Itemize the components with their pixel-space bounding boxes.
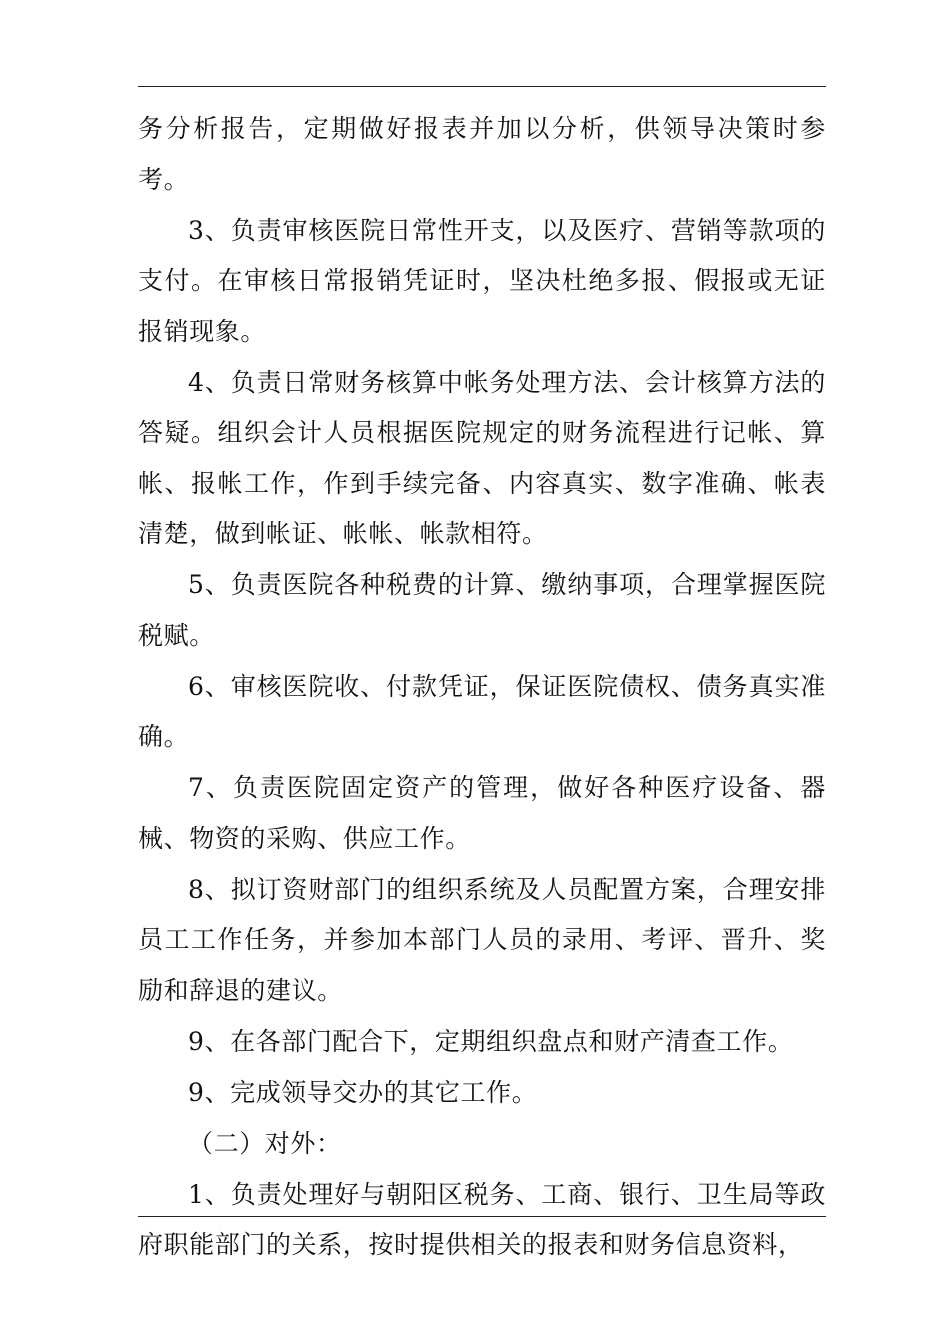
footer-rule (138, 1216, 826, 1217)
paragraph-item-3: 3、负责审核医院日常性开支，以及医疗、营销等款项的支付。在审核日常报销凭证时，坚决杜绝多报、假报或无证报销现象。 (138, 215, 826, 346)
paragraph-item-4: 4、负责日常财务核算中帐务处理方法、会计核算方法的答疑。组织会计人员根据医院规定的财务流程进行记帐、算帐、报帐工作，作到手续完备、内容真实、数字准确、帐表清楚，做到帐证、帐帐、帐款相符。 (138, 367, 826, 548)
paragraph-external-item-1: 1、负责处理好与朝阳区税务、工商、银行、卫生局等政府职能部门的关系，按时提供相关的报表和财务信息资料， (138, 1179, 826, 1259)
paragraph-item-5: 5、负责医院各种税费的计算、缴纳事项，合理掌握医院税赋。 (138, 570, 826, 650)
paragraph-item-9a: 9、在各部门配合下，定期组织盘点和财产清查工作。 (188, 1026, 794, 1056)
paragraph-item-7: 7、负责医院固定资产的管理，做好各种医疗设备、器械、物资的采购、供应工作。 (138, 773, 826, 853)
paragraph-continuation: 务分析报告，定期做好报表并加以分析，供领导决策时参考。 (138, 114, 826, 194)
paragraph-item-9b: 9、完成领导交办的其它工作。 (188, 1077, 538, 1107)
section-heading-external: （二）对外： (188, 1128, 342, 1158)
document-body (138, 104, 826, 1271)
paragraph-item-8: 8、拟订资财部门的组织系统及人员配置方案，合理安排员工工作任务，并参加本部门人员的录用、考评、晋升、奖励和辞退的建议。 (138, 874, 826, 1005)
header-rule (138, 86, 826, 87)
paragraph-item-6: 6、审核医院收、付款凭证，保证医院债权、债务真实准确。 (138, 671, 826, 751)
